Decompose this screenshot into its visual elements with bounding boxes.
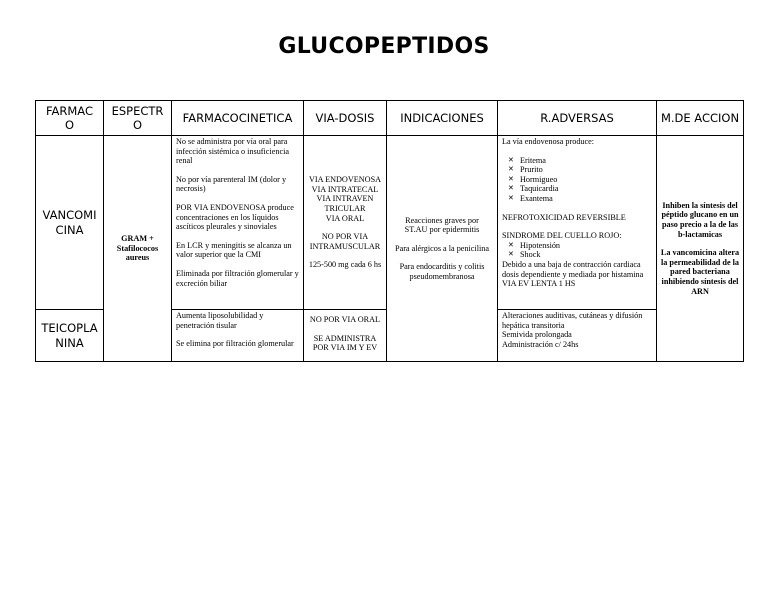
bullet-item: ✕ Prurito — [508, 165, 543, 175]
bullet-item: ✕ Exantema — [508, 193, 553, 203]
bullet-item: ✕ Hipotensión — [508, 240, 561, 250]
espectro-cell: GRAM + Stafilococos aureus — [104, 136, 172, 362]
mecanismo-item: Inhiben la síntesis del péptido glucano en un paso precio a la de las b-lactamicas — [661, 200, 739, 239]
via-ev-text: VIA EV LENTA 1 HS — [502, 279, 576, 289]
header-farmaco: FARMACO — [36, 101, 104, 136]
debido-text: Debido a una baja de contracción cardiaca dosis dependiente y mediada por histamina — [502, 259, 644, 279]
bullet-x-icon: ✕ — [508, 193, 514, 202]
fc-item: En LCR y meningitis se alcanza un valor superior que la CMI — [176, 240, 292, 260]
adversa-item: Alteraciones auditivas, cutáneas y difusión hepática transitoria — [502, 311, 643, 330]
header-adversas: R.ADVERSAS — [498, 101, 657, 136]
accion-cell — [657, 136, 744, 362]
sindrome-text: SINDROME DEL CUELLO ROJO: — [502, 231, 622, 241]
fc-item: POR VIA ENDOVENOSA produce concentraciones en los líquidos ascíticos pleurales y sinoviales — [176, 202, 294, 232]
dose-text: 125-500 mg cada 6 hs — [308, 260, 382, 270]
via-line: VIA INTRAVENTRICULAR — [316, 194, 374, 213]
header-via-dosis: VIA-DOSIS — [304, 101, 387, 136]
adversas-intro: La vía endovenosa produce: — [502, 137, 595, 146]
bullet-item: ✕ Taquicardia — [508, 184, 559, 194]
via-no-im: NO POR VIA INTRAMUSCULAR — [309, 232, 381, 251]
indicaciones-cell — [387, 136, 498, 362]
bullet-x-icon: ✕ — [508, 165, 514, 174]
adversa-item: Administración c/ 24hs — [502, 339, 579, 349]
adversas-teicoplanina — [498, 310, 657, 362]
adversa-item: Semivida prolongada — [502, 330, 572, 340]
header-indicaciones: INDICACIONES — [387, 101, 498, 136]
bullet-item: ✕ Hormigueo — [508, 174, 558, 184]
farmaco-vancomicina: VANCOMICINA — [36, 136, 104, 310]
via-line: NO POR VIA ORAL — [309, 315, 381, 324]
bullet-x-icon: ✕ — [508, 240, 514, 249]
fc-item: Aumenta liposolubilidad y penetración tisular — [176, 311, 264, 330]
bullet-x-icon: ✕ — [508, 174, 514, 183]
farmacocinetica-vancomicina — [172, 136, 304, 310]
mecanismo-item: La vancomicina altera la permeabilidad de la pared bacteriana inhibiendo síntesis del ARN — [660, 248, 740, 296]
nefrotoxicidad-text: NEFROTOXICIDAD REVERSIBLE — [502, 212, 626, 222]
fc-item: Se elimina por filtración glomerular — [176, 339, 294, 349]
bullet-item: ✕ Eritema — [508, 155, 546, 165]
via-line: VIA ENDOVENOSA — [308, 175, 382, 185]
header-accion: M.DE ACCION — [657, 101, 744, 136]
header-farmacocinetica: FARMACOCINETICA — [172, 101, 304, 136]
via-dosis-vancomicina — [304, 136, 387, 310]
farmaco-teicoplanina: TEICOPLANINA — [36, 310, 104, 362]
page-title: GLUCOPEPTIDOS — [278, 34, 490, 59]
indicacion-item: Para endocarditis y colitis pseudomembranosa — [399, 262, 485, 281]
farmacocinetica-teicoplanina — [172, 310, 304, 362]
header-espectro: ESPECTRO — [104, 101, 172, 136]
vancomicina-row — [36, 136, 744, 310]
glucopeptidos-table — [35, 100, 744, 362]
bullet-x-icon: ✕ — [508, 250, 514, 259]
fc-item: No se administra por vía oral para infección sistémica o insuficiencia renal — [176, 137, 289, 166]
via-line: VIA ORAL — [325, 213, 365, 223]
fc-item: No por vía parenteral IM (dolor y necrosis) — [176, 174, 287, 194]
bullet-x-icon: ✕ — [508, 184, 514, 193]
fc-item: Eliminada por filtración glomerular y excreción biliar — [176, 268, 299, 288]
indicacion-item: Para alérgicos a la penicilina — [395, 243, 489, 253]
via-line: SE ADMINISTRA POR VIA IM Y EV — [312, 333, 378, 353]
indicacion-item: Reacciones graves por ST.AU por epidermitis — [404, 215, 480, 235]
adversas-vancomicina — [498, 136, 657, 310]
bullet-item: ✕ Shock — [508, 250, 541, 260]
via-line: VIA INTRATECAL — [311, 184, 379, 194]
header-row — [36, 101, 744, 136]
via-dosis-teicoplanina — [304, 310, 387, 362]
bullet-x-icon: ✕ — [508, 155, 514, 164]
